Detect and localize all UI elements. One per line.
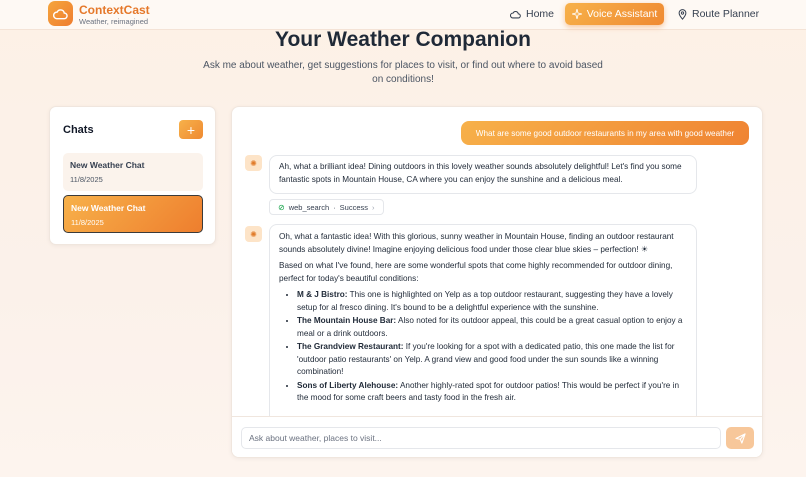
chat-window: [231, 106, 763, 458]
bot-avatar: [245, 226, 262, 242]
chat-input-bar: [232, 416, 763, 458]
user-message: What are some good outdoor restaurants in my area with good weather: [461, 121, 749, 145]
chat-item-date: 11/8/2025: [70, 175, 103, 184]
bot-reply-paragraph: Oh, what a fantastic idea! With this glorious, sunny weather in Mountain House, finding an outdoor restaurant sounds absolutely divine! Imagine enjoying delicious food under those clear blue skies – perfection! ☀: [279, 232, 674, 254]
list-item: [297, 341, 687, 379]
restaurant-name: The Grandview Restaurant:: [297, 342, 404, 351]
chevron-right-icon: ›: [372, 202, 375, 212]
chat-list-item[interactable]: [63, 153, 203, 191]
check-circle-icon: ⊘: [278, 202, 285, 212]
chat-list-item-active[interactable]: [63, 195, 203, 233]
nav-voice-label: Voice Assistant: [586, 8, 658, 20]
restaurant-desc: If you're looking for a spot with a dedicated patio, this one made the list for 'outdoor patio restaurants' on Yelp. A grand view and good food under the sun sounds like a winning combination!: [297, 342, 675, 376]
sun-icon: ✺: [250, 158, 257, 168]
map-pin-icon: [678, 9, 687, 20]
restaurant-name: Sons of Liberty Alehouse:: [297, 380, 399, 390]
list-item: [297, 315, 687, 340]
nav-voice-assistant[interactable]: [565, 3, 664, 25]
new-chat-button[interactable]: +: [179, 120, 203, 139]
tool-name: web_search: [288, 202, 330, 212]
nav-home-label: Home: [526, 8, 555, 20]
nav-route-planner[interactable]: [678, 3, 759, 25]
tool-separator: ·: [333, 202, 336, 212]
bot-reply-paragraph: Based on what I've found, here are some wonderful spots that come highly recommended for outdoor dining, perfect for today's beautiful conditions:: [279, 261, 673, 283]
restaurant-list: [287, 289, 687, 405]
top-header: [0, 0, 806, 30]
list-item: [297, 380, 687, 405]
chat-input[interactable]: [241, 427, 721, 449]
restaurant-desc: This one is highlighted on Yelp as a top outdoor restaurant, suggesting they have a lovely setup for al fresco dining. It's bound to be a delightful experience with the sunshine.: [297, 290, 673, 312]
restaurant-desc: Also noted for its outdoor appeal, this could be a great casual option to enjoy a meal or a drink outdoors.: [297, 316, 683, 338]
restaurant-name: M & J Bistro:: [297, 290, 348, 299]
brand-name: ContextCast: [79, 3, 150, 17]
cloud-icon: [510, 10, 521, 19]
cloud-logo-icon: [53, 8, 68, 20]
chats-title: Chats: [63, 124, 94, 136]
restaurant-desc: Another highly-rated spot for outdoor patios! This would be perfect if you're in the mood for some craft beers and tasty food in the fresh air.: [297, 380, 680, 402]
tool-status: Success: [339, 202, 369, 212]
logo[interactable]: [48, 1, 73, 26]
list-item: [297, 289, 687, 314]
nav-home[interactable]: [510, 3, 554, 25]
sparkle-icon: [572, 9, 582, 19]
bot-message: Ah, what a brilliant idea! Dining outdoors in this lovely weather sounds absolutely delightful! Let's find you some fantastic spots in Mountain House, CA where you can enjoy the sunshine and a delicious meal.: [269, 155, 697, 194]
bot-message: [269, 224, 697, 424]
send-button[interactable]: [726, 427, 754, 449]
chat-item-title: New Weather Chat: [71, 203, 146, 213]
page-subtitle: Ask me about weather, get suggestions for places to visit, or find out where to avoid based on conditions!: [203, 60, 603, 85]
page-title: Your Weather Companion: [275, 28, 531, 51]
brand-tagline: Weather, reimagined: [79, 17, 149, 26]
chat-item-title: New Weather Chat: [70, 160, 145, 170]
send-icon: [735, 433, 746, 444]
tool-call-chip[interactable]: [269, 199, 384, 215]
chats-sidebar: [49, 106, 216, 245]
nav-route-label: Route Planner: [692, 8, 760, 20]
chat-item-date: 11/8/2025: [71, 218, 104, 227]
restaurant-name: The Mountain House Bar:: [297, 316, 397, 325]
sun-icon: ✺: [250, 229, 257, 239]
bot-avatar: [245, 155, 262, 171]
